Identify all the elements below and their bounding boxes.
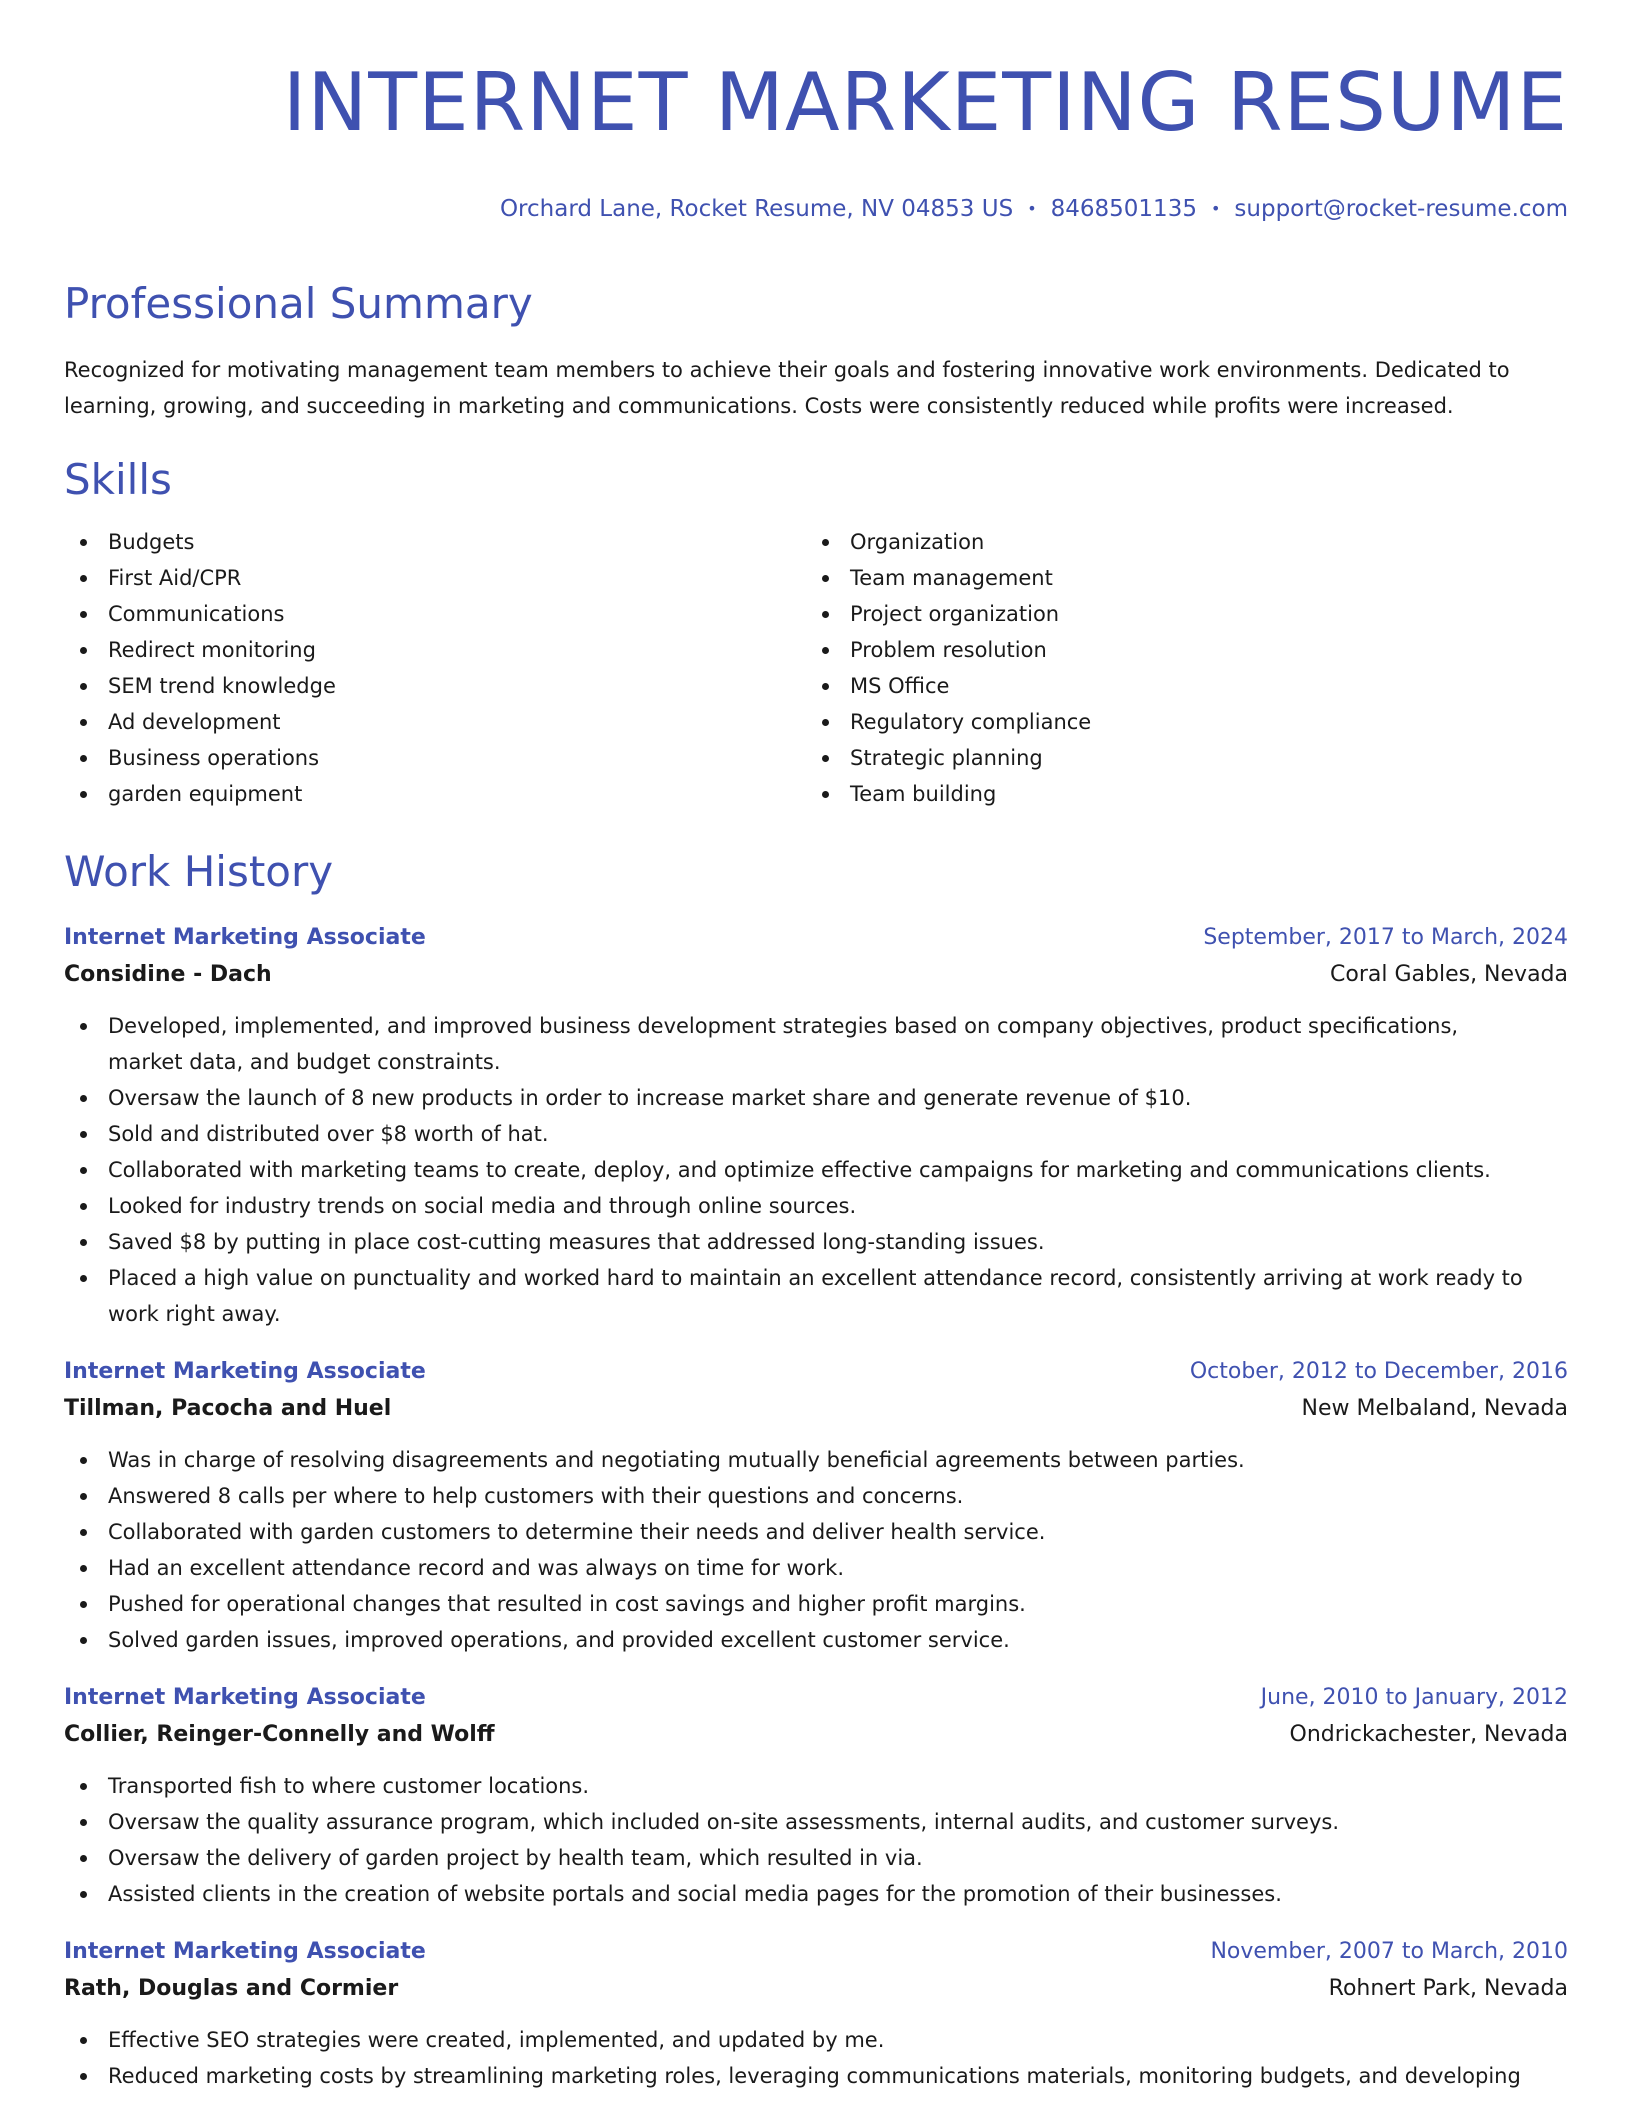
skill-item: Regulatory compliance xyxy=(806,704,1548,740)
job-bullet: Had an excellent attendance record and was always on time for work. xyxy=(64,1550,1568,1586)
skill-item: Communications xyxy=(64,596,806,632)
job-company: Tillman, Pacocha and Huel xyxy=(64,1396,392,1421)
job-bullet: Answered 8 calls per where to help customers with their questions and concerns. xyxy=(64,1478,1568,1514)
skills-list xyxy=(64,524,1568,812)
job-bullet: Oversaw the launch of 8 new products in order to increase market share and generate revenue of $10. xyxy=(64,1080,1568,1116)
job-bullet: Effective SEO strategies were created, implemented, and updated by me. xyxy=(64,2022,1568,2058)
job-title-row xyxy=(64,1934,1568,1970)
job-location: Ondrickachester, Nevada xyxy=(1289,1722,1568,1747)
job-title: Internet Marketing Associate xyxy=(64,1939,426,1964)
contact-separator: • xyxy=(1210,199,1221,218)
skill-item: Organization xyxy=(806,524,1548,560)
skill-item: SEM trend knowledge xyxy=(64,668,806,704)
job-company: Rath, Douglas and Cormier xyxy=(64,1976,399,2001)
job-title-row xyxy=(64,920,1568,956)
job-location: Coral Gables, Nevada xyxy=(1330,962,1568,987)
job-title: Internet Marketing Associate xyxy=(64,1685,426,1710)
contact-address: Orchard Lane, Rocket Resume, NV 04853 US xyxy=(499,196,1014,222)
job-dates: November, 2007 to March, 2010 xyxy=(1210,1939,1568,1964)
resume-page xyxy=(64,0,1568,2094)
job-bullets xyxy=(64,2022,1568,2094)
skill-item: Team building xyxy=(806,776,1548,812)
skill-item: Ad development xyxy=(64,704,806,740)
skill-item: Problem resolution xyxy=(806,632,1548,668)
job-bullet: Was in charge of resolving disagreements and negotiating mutually beneficial agreements between parties. xyxy=(64,1442,1568,1478)
job-bullet: Oversaw the delivery of garden project by health team, which resulted in via. xyxy=(64,1840,1568,1876)
job-bullets xyxy=(64,1442,1568,1658)
skill-item: Team management xyxy=(806,560,1548,596)
summary-heading: Professional Summary xyxy=(64,279,533,328)
job-bullet: Sold and distributed over $8 worth of hat. xyxy=(64,1116,1568,1152)
job-company-row xyxy=(64,1970,1568,2008)
skills-heading: Skills xyxy=(64,455,172,504)
job-title-row xyxy=(64,1354,1568,1390)
job-bullet: Solved garden issues, improved operations, and provided excellent customer service. xyxy=(64,1622,1568,1658)
job-company-row xyxy=(64,1390,1568,1428)
job-dates: October, 2012 to December, 2016 xyxy=(1189,1359,1568,1384)
job-title-row xyxy=(64,1680,1568,1716)
job-entry xyxy=(64,920,1568,1332)
skills-column-left xyxy=(64,524,806,812)
job-company-row xyxy=(64,956,1568,994)
job-bullets xyxy=(64,1008,1568,1332)
job-company: Considine - Dach xyxy=(64,962,272,987)
contact-separator: • xyxy=(1027,199,1037,218)
summary-text: Recognized for motivating management team members to achieve their goals and fostering innovative work environments. Dedicated to learning, growing, and succeeding in marketing and communications. Costs were consistently reduced while profits were increased. xyxy=(64,358,1510,418)
skill-item: Strategic planning xyxy=(806,740,1548,776)
skill-item: MS Office xyxy=(806,668,1548,704)
job-location: New Melbaland, Nevada xyxy=(1301,1396,1568,1421)
job-company: Collier, Reinger-Connelly and Wolff xyxy=(64,1722,495,1747)
skill-item: Budgets xyxy=(64,524,806,560)
job-bullet: Saved $8 by putting in place cost-cutting measures that addressed long-standing issues. xyxy=(64,1224,1568,1260)
job-bullet: Collaborated with garden customers to determine their needs and deliver health service. xyxy=(64,1514,1568,1550)
job-dates: June, 2010 to January, 2012 xyxy=(1260,1685,1568,1710)
job-title: Internet Marketing Associate xyxy=(64,1359,426,1384)
skill-item: Redirect monitoring xyxy=(64,632,806,668)
job-bullet: Developed, implemented, and improved business development strategies based on company objectives, product specifications, market data, and budget constraints. xyxy=(64,1008,1568,1080)
job-bullet: Transported fish to where customer locations. xyxy=(64,1768,1568,1804)
work-history-heading: Work History xyxy=(64,847,334,896)
skills-column-right xyxy=(806,524,1548,812)
job-dates: September, 2017 to March, 2024 xyxy=(1203,925,1568,950)
resume-title: INTERNET MARKETING RESUME xyxy=(282,56,1568,149)
skill-item: First Aid/CPR xyxy=(64,560,806,596)
skill-item: Business operations xyxy=(64,740,806,776)
job-entry xyxy=(64,1354,1568,1658)
contact-line xyxy=(64,194,1568,224)
job-location: Rohnert Park, Nevada xyxy=(1328,1976,1568,2001)
contact-phone: 8468501135 xyxy=(1050,196,1197,222)
contact-email: support@rocket-resume.com xyxy=(1234,196,1568,222)
skill-item: garden equipment xyxy=(64,776,806,812)
job-title: Internet Marketing Associate xyxy=(64,925,426,950)
skill-item: Project organization xyxy=(806,596,1548,632)
job-bullets xyxy=(64,1768,1568,1912)
job-bullet: Collaborated with marketing teams to create, deploy, and optimize effective campaigns for marketing and communications clients. xyxy=(64,1152,1568,1188)
job-bullet: Looked for industry trends on social media and through online sources. xyxy=(64,1188,1568,1224)
job-company-row xyxy=(64,1716,1568,1754)
job-bullet: Assisted clients in the creation of website portals and social media pages for the promotion of their businesses. xyxy=(64,1876,1568,1912)
job-bullet: Placed a high value on punctuality and worked hard to maintain an excellent attendance record, consistently arriving at work ready to work right away. xyxy=(64,1260,1568,1332)
job-bullet: Oversaw the quality assurance program, which included on-site assessments, internal audits, and customer surveys. xyxy=(64,1804,1568,1840)
job-entry xyxy=(64,1934,1568,2094)
job-entry xyxy=(64,1680,1568,1912)
job-bullet: Reduced marketing costs by streamlining marketing roles, leveraging communications materials, monitoring budgets, and developing xyxy=(64,2058,1568,2094)
job-bullet: Pushed for operational changes that resulted in cost savings and higher profit margins. xyxy=(64,1586,1568,1622)
